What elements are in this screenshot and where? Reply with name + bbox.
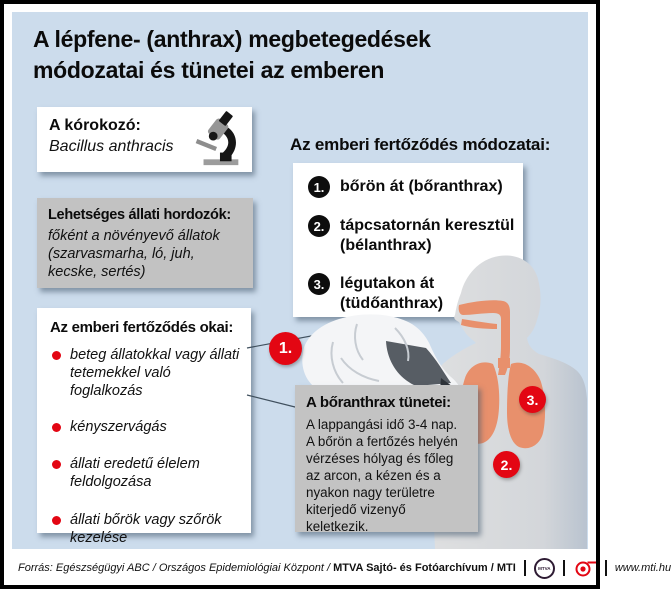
mode-label: légutakon át (tüdőanthrax) bbox=[340, 275, 444, 312]
symptoms-text: A lappangási idő 3-4 nap. A bőrön a fertőzés helyén vérzéses hólyag és főleg az arcon, a kézen és a nyakon nagy területre kiterjedő vizenyő keletkezik. bbox=[306, 417, 458, 534]
microscope-icon bbox=[190, 111, 248, 169]
separator bbox=[605, 560, 607, 576]
mode-label: tápcsatornán keresztül (bélanthrax) bbox=[340, 217, 515, 254]
red-bullet-icon bbox=[52, 423, 61, 432]
separator bbox=[524, 560, 526, 576]
cause-text: beteg állatokkal vagy állati tetemekkel való foglalkozás bbox=[70, 347, 240, 399]
number-circle: 3. bbox=[308, 273, 330, 295]
carriers-box bbox=[37, 198, 253, 288]
cause-text: állati eredetű élelem feldolgozása bbox=[70, 456, 200, 490]
causes-box bbox=[37, 308, 251, 546]
symptoms-title: A bőranthrax tünetei: bbox=[306, 394, 451, 411]
separator bbox=[563, 560, 565, 576]
cause-item bbox=[50, 346, 241, 400]
source-credit bbox=[18, 562, 516, 574]
page-title-line1: A lépfene- (anthrax) megbetegedések bbox=[33, 26, 431, 52]
mode-item bbox=[308, 176, 523, 198]
page-title-line2: módozatai és tünetei az emberen bbox=[33, 57, 385, 83]
footer bbox=[4, 551, 671, 585]
mtva-logo-icon bbox=[534, 558, 555, 579]
pathogen-name: Bacillus anthracis bbox=[49, 138, 174, 155]
website-url: www.mti.hu bbox=[614, 562, 671, 574]
inner-canvas bbox=[4, 4, 671, 585]
mtva-logo-text: MTVA bbox=[538, 565, 551, 571]
page-title bbox=[33, 24, 533, 86]
pathogen-label: A kórokozó: bbox=[49, 117, 141, 134]
cause-item bbox=[50, 511, 241, 547]
causes-title: Az emberi fertőződés okai: bbox=[50, 319, 234, 336]
cause-text: kényszervágás bbox=[70, 419, 167, 435]
cause-text: állati bőrök vagy szőrök kezelése bbox=[70, 512, 222, 546]
mode-label: bőrön át (bőranthrax) bbox=[340, 178, 503, 195]
body-marker-3: 3. bbox=[519, 386, 546, 413]
number-circle: 2. bbox=[308, 215, 330, 237]
red-bullet-icon bbox=[52, 516, 61, 525]
red-bullet-icon bbox=[52, 460, 61, 469]
footer-logos bbox=[516, 558, 671, 579]
mti-logo-icon bbox=[573, 558, 597, 578]
body-marker-1: 1. bbox=[269, 332, 302, 365]
cause-item bbox=[50, 418, 241, 436]
number-circle: 1. bbox=[308, 176, 330, 198]
red-bullet-icon bbox=[52, 351, 61, 360]
cause-item bbox=[50, 455, 241, 491]
source-text: Forrás: Egészségügyi ABC / Országos Epidemiológiai Központ / bbox=[18, 562, 334, 574]
source-text-bold: MTVA Sajtó- és Fotóarchívum / MTI bbox=[333, 562, 516, 574]
modes-title: Az emberi fertőződés módozatai: bbox=[290, 135, 551, 154]
body-marker-2: 2. bbox=[493, 451, 520, 478]
pathogen-box bbox=[37, 107, 252, 172]
carriers-text: főként a növényevő állatok (szarvasmarha, ló, juh, kecske, sertés) bbox=[48, 228, 220, 280]
symptoms-box bbox=[295, 385, 478, 532]
carriers-title: Lehetséges állati hordozók: bbox=[48, 207, 231, 223]
